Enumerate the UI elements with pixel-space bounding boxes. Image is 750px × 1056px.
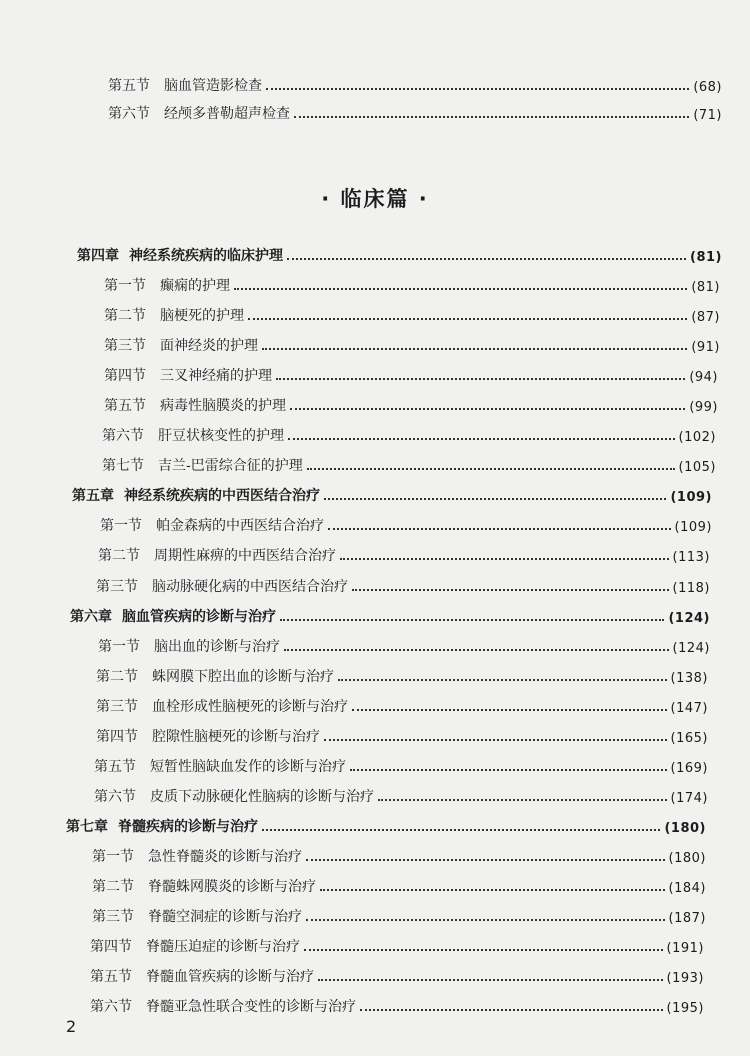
entry-number: 第一节	[92, 849, 134, 865]
dot-leader	[262, 348, 687, 350]
entry-title: 帕金森病的中西医结合治疗	[156, 518, 324, 534]
entry-title: 脊髓空洞症的诊断与治疗	[148, 909, 302, 925]
toc-section-row[interactable]	[98, 541, 710, 565]
dot-leader	[320, 889, 665, 891]
entry-title: 脑动脉硬化病的中西医结合治疗	[152, 579, 348, 595]
toc-section-row[interactable]	[100, 511, 712, 535]
dot-leader	[340, 558, 669, 560]
entry-number: 第五节	[108, 78, 150, 94]
toc-section-row[interactable]	[104, 271, 720, 295]
entry-title: 腔隙性脑梗死的诊断与治疗	[152, 729, 320, 745]
toc-section-row[interactable]	[104, 361, 718, 385]
entry-title: 病毒性脑膜炎的护理	[160, 398, 286, 414]
toc-section-row[interactable]	[104, 391, 718, 415]
dot-leader	[266, 88, 689, 90]
entry-page: (195)	[666, 1001, 704, 1016]
entry-title: 脊髓蛛网膜炎的诊断与治疗	[148, 879, 316, 895]
entry-page: (102)	[678, 430, 716, 445]
toc-chapter-row[interactable]	[70, 602, 710, 626]
dot-leader	[248, 318, 687, 320]
entry-number: 第二节	[98, 548, 140, 564]
toc-section-row[interactable]	[92, 842, 706, 866]
dot-leader	[284, 649, 669, 651]
entry-number: 第六节	[108, 106, 150, 122]
entry-title: 神经系统疾病的中西医结合治疗	[124, 488, 320, 504]
toc-section-row[interactable]	[96, 722, 708, 746]
toc-chapter-row[interactable]	[72, 481, 712, 505]
toc-section-row[interactable]	[92, 902, 706, 926]
entry-page: (81)	[691, 280, 720, 295]
dot-leader	[276, 378, 685, 380]
page-number: 2	[66, 1017, 77, 1036]
entry-title: 癫痫的护理	[160, 278, 230, 294]
dot-leader	[360, 1009, 663, 1011]
entry-page: (81)	[690, 250, 722, 265]
entry-page: (180)	[668, 851, 706, 866]
entry-number: 第六节	[90, 999, 132, 1015]
entry-page: (68)	[693, 80, 722, 95]
toc-section-row[interactable]	[96, 572, 710, 596]
entry-title: 肝豆状核变性的护理	[158, 428, 284, 444]
entry-page: (91)	[691, 340, 720, 355]
entry-number: 第六节	[94, 789, 136, 805]
entry-number: 第五节	[94, 759, 136, 775]
entry-title: 皮质下动脉硬化性脑病的诊断与治疗	[150, 789, 374, 805]
dot-leader	[306, 859, 665, 861]
entry-page: (147)	[670, 701, 708, 716]
toc-section-row[interactable]	[108, 99, 722, 123]
part-heading: · 临床篇 ·	[321, 187, 429, 211]
entry-page: (105)	[678, 460, 716, 475]
entry-title: 脑梗死的护理	[160, 308, 244, 324]
toc-section-row[interactable]	[94, 752, 708, 776]
entry-number: 第二节	[92, 879, 134, 895]
toc-section-row[interactable]	[108, 71, 722, 95]
entry-title: 脊髓亚急性联合变性的诊断与治疗	[146, 999, 356, 1015]
toc-chapter-row[interactable]	[66, 812, 706, 836]
toc-section-row[interactable]	[96, 692, 708, 716]
entry-title: 脑血管造影检查	[164, 78, 262, 94]
entry-number: 第三节	[92, 909, 134, 925]
entry-page: (169)	[670, 761, 708, 776]
entry-page: (187)	[668, 911, 706, 926]
dot-leader	[234, 288, 687, 290]
entry-number: 第三节	[96, 579, 138, 595]
entry-number: 第二节	[104, 308, 146, 324]
dot-leader	[306, 919, 665, 921]
entry-title: 急性脊髓炎的诊断与治疗	[148, 849, 302, 865]
entry-title: 脑血管疾病的诊断与治疗	[122, 609, 276, 625]
entry-number: 第六节	[102, 428, 144, 444]
entry-title: 周期性麻痹的中西医结合治疗	[154, 548, 336, 564]
entry-page: (165)	[670, 731, 708, 746]
entry-title: 神经系统疾病的临床护理	[129, 248, 283, 264]
dot-leader	[288, 438, 675, 440]
entry-page: (174)	[670, 791, 708, 806]
entry-title: 血栓形成性脑梗死的诊断与治疗	[152, 699, 348, 715]
dot-leader	[338, 679, 667, 681]
entry-title: 脊髓压迫症的诊断与治疗	[146, 939, 300, 955]
entry-title: 脊髓疾病的诊断与治疗	[118, 819, 258, 835]
dot-leader	[324, 498, 666, 500]
entry-number: 第五章	[72, 488, 114, 504]
entry-page: (99)	[689, 400, 718, 415]
toc-section-row[interactable]	[104, 301, 720, 325]
toc-section-row[interactable]	[90, 962, 704, 986]
dot-leader	[324, 739, 667, 741]
entry-title: 蛛网膜下腔出血的诊断与治疗	[152, 669, 334, 685]
dot-leader	[328, 528, 671, 530]
entry-page: (184)	[668, 881, 706, 896]
entry-number: 第一节	[98, 639, 140, 655]
entry-title: 三叉神经痛的护理	[160, 368, 272, 384]
entry-number: 第五节	[104, 398, 146, 414]
toc-section-row[interactable]	[90, 992, 704, 1016]
toc-section-row[interactable]	[102, 421, 716, 445]
dot-leader	[304, 949, 663, 951]
entry-number: 第二节	[96, 669, 138, 685]
dot-leader	[280, 619, 664, 621]
entry-number: 第一节	[104, 278, 146, 294]
entry-title: 脑出血的诊断与治疗	[154, 639, 280, 655]
entry-page: (138)	[670, 671, 708, 686]
entry-page: (118)	[672, 581, 710, 596]
dot-leader	[290, 408, 685, 410]
dot-leader	[318, 979, 663, 981]
dot-leader	[352, 709, 667, 711]
entry-page: (191)	[666, 941, 704, 956]
entry-number: 第四节	[104, 368, 146, 384]
entry-number: 第七节	[102, 458, 144, 474]
dot-leader	[287, 258, 686, 260]
dot-leader	[350, 769, 667, 771]
entry-number: 第六章	[70, 609, 112, 625]
toc-chapter-row[interactable]	[77, 241, 722, 265]
toc-section-row[interactable]	[96, 662, 708, 686]
toc-section-row[interactable]	[90, 932, 704, 956]
entry-number: 第五节	[90, 969, 132, 985]
toc-section-row[interactable]	[102, 451, 716, 475]
entry-page: (124)	[668, 611, 710, 626]
entry-title: 面神经炎的护理	[160, 338, 258, 354]
entry-page: (109)	[674, 520, 712, 535]
entry-number: 第四节	[96, 729, 138, 745]
entry-title: 吉兰-巴雷综合征的护理	[158, 458, 303, 474]
entry-title: 经颅多普勒超声检查	[164, 106, 290, 122]
dot-leader	[294, 116, 689, 118]
entry-page: (124)	[672, 641, 710, 656]
toc-section-row[interactable]	[94, 782, 708, 806]
dot-leader	[352, 589, 669, 591]
entry-number: 第三节	[104, 338, 146, 354]
toc-section-row[interactable]	[92, 872, 706, 896]
entry-number: 第四章	[77, 248, 119, 264]
dot-leader	[307, 468, 675, 470]
dot-leader	[378, 799, 667, 801]
toc-section-row[interactable]	[104, 331, 720, 355]
entry-number: 第三节	[96, 699, 138, 715]
entry-page: (180)	[664, 821, 706, 836]
entry-number: 第七章	[66, 819, 108, 835]
entry-page: (94)	[689, 370, 718, 385]
toc-section-row[interactable]	[98, 632, 710, 656]
entry-title: 脊髓血管疾病的诊断与治疗	[146, 969, 314, 985]
entry-page: (109)	[670, 490, 712, 505]
entry-page: (71)	[693, 108, 722, 123]
entry-number: 第四节	[90, 939, 132, 955]
dot-leader	[262, 829, 660, 831]
entry-title: 短暂性脑缺血发作的诊断与治疗	[150, 759, 346, 775]
entry-page: (193)	[666, 971, 704, 986]
entry-number: 第一节	[100, 518, 142, 534]
entry-page: (113)	[672, 550, 710, 565]
entry-page: (87)	[691, 310, 720, 325]
